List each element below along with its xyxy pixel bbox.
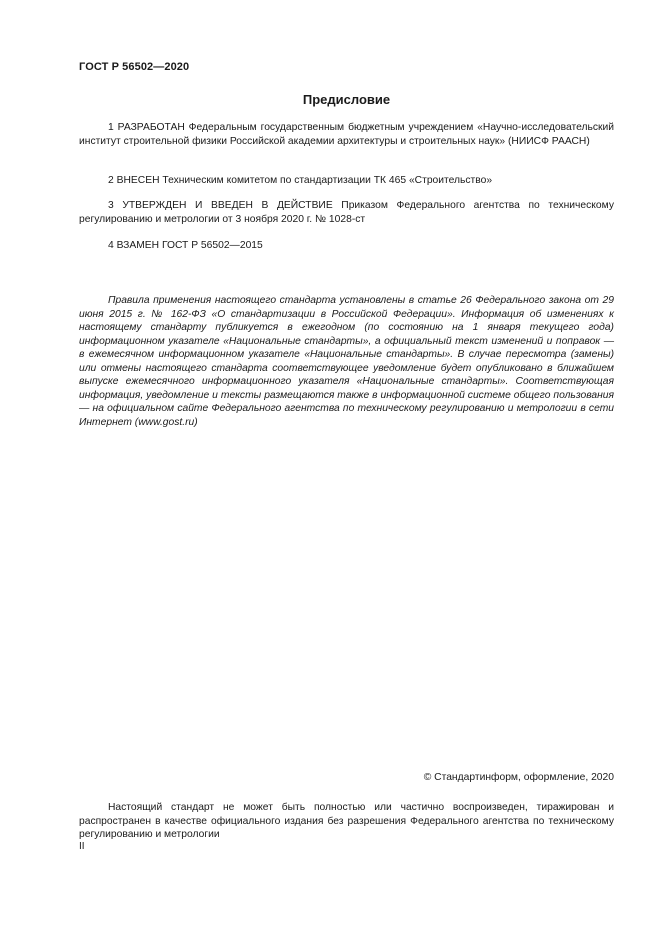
reproduction-notice: Настоящий стандарт не может быть полностью или частично воспроизведен, тиражирован и распространен в качестве официального издания без разрешения Федерального агентства по техническому регулированию и метрологии	[79, 802, 614, 840]
preface-item-introduced: 2 ВНЕСЕН Техническим комитетом по стандартизации ТК 465 «Строительство»	[108, 175, 493, 186]
page-number: II	[79, 841, 85, 852]
preface-title: Предисловие	[302, 92, 391, 107]
document-code: ГОСТ Р 56502—2020	[79, 61, 190, 73]
preface-item-replaces: 4 ВЗАМЕН ГОСТ Р 56502—2015	[108, 240, 263, 251]
preface-item-developed: 1 РАЗРАБОТАН Федеральным государственным бюджетным учреждением «Научно-исследовательский институт строительной физики Российской академии архитектуры и строительных наук» (НИИСФ РААСН)	[79, 122, 614, 147]
copyright-notice: © Стандартинформ, оформление, 2020	[423, 772, 614, 783]
preface-item-approved: 3 УТВЕРЖДЕН И ВВЕДЕН В ДЕЙСТВИЕ Приказом Федерального агентства по техническому регулированию и метрологии от 3 ноября 2020 г. № 1028-ст	[79, 200, 614, 225]
application-rules-note: Правила применения настоящего стандарта установлены в статье 26 Федерального закона от 29 июня 2015 г. № 162-ФЗ «О стандартизации в Российской Федерации». Информация об изменениях к настоящему стандарту публикуется в ежегодном (по состоянию на 1 января текущего года) информационном указателе «Национальные стандарты», а официальный текст изменений и поправок — в ежемесячном информационном указателе «Национальные стандарты». В случае пересмотра (замены) или отмены настоящего стандарта соответствующее уведомление будет опубликовано в ближайшем выпуске ежемесячного информационного указателя «Национальные стандарты». Соответствующая информация, уведомление и тексты размещаются также в информационной системе общего пользования — на официальном сайте Федерального агентства по техническому регулированию и метрологии в сети Интернет (www.gost.ru)	[79, 295, 614, 428]
